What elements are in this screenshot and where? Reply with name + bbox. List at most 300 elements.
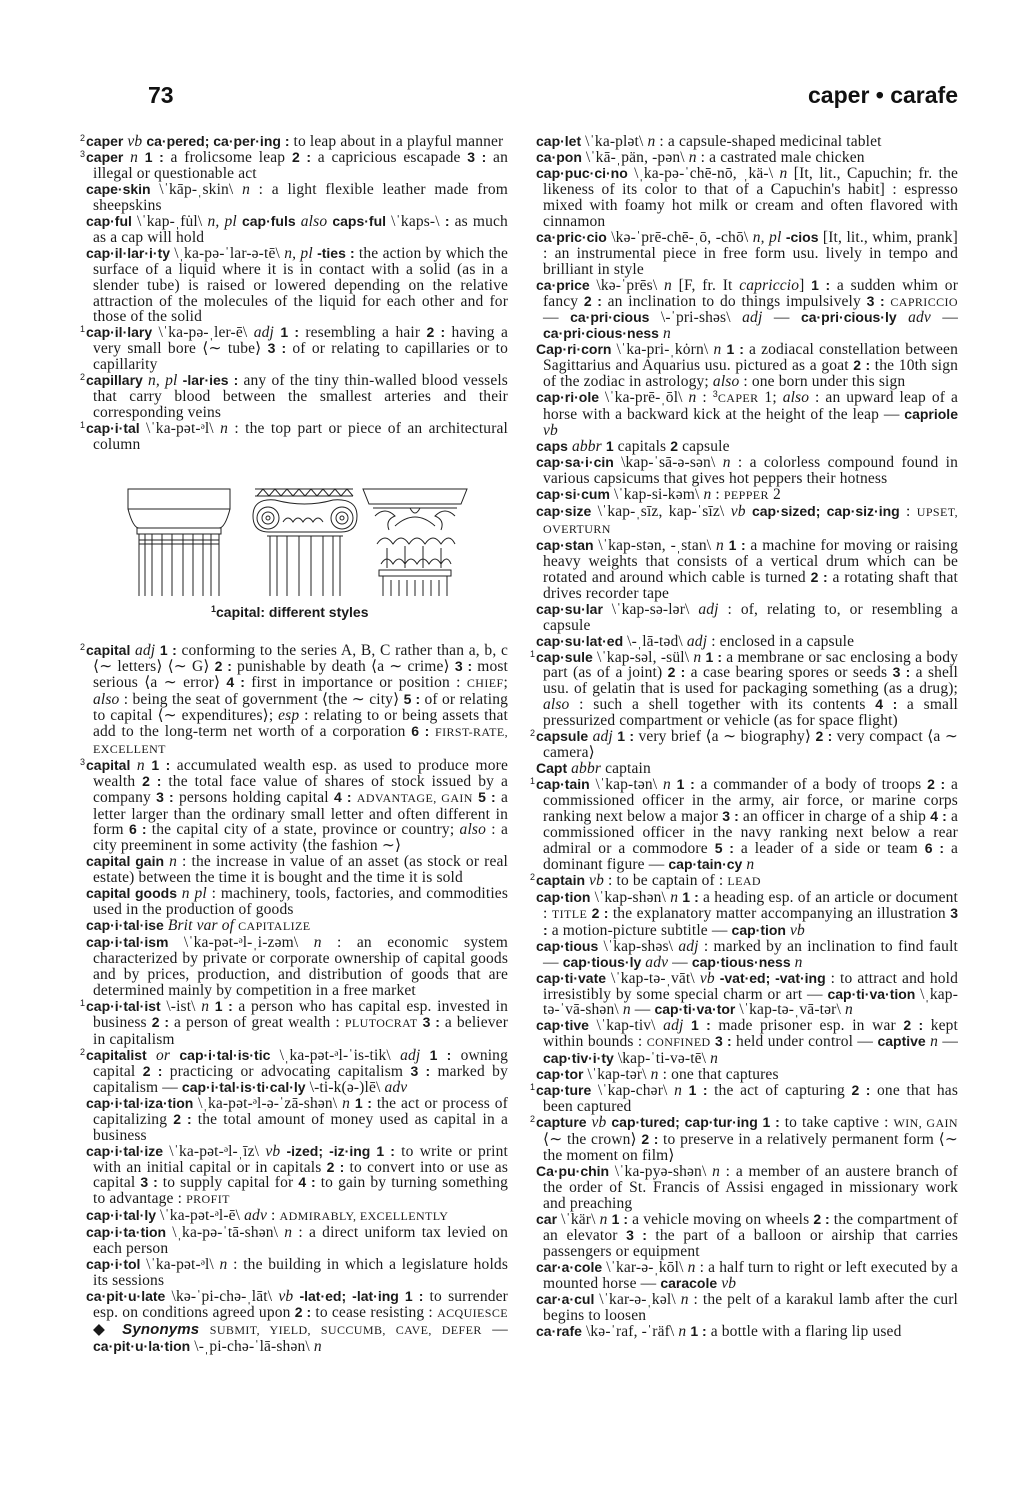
dictionary-entry bbox=[530, 278, 958, 343]
italic-label: vb bbox=[717, 1274, 737, 1292]
cross-reference: PLUTOCRAT bbox=[344, 1015, 418, 1030]
dictionary-entry bbox=[80, 1144, 508, 1209]
dictionary-entry bbox=[530, 166, 958, 230]
definition-text: : to be captain of : bbox=[603, 871, 728, 889]
italic-label: n bbox=[242, 180, 250, 198]
sense-number: 2 bbox=[670, 438, 679, 455]
definition-text: a person of great wealth : bbox=[169, 1013, 345, 1031]
headword: cap·i·tal·ize bbox=[86, 1142, 164, 1159]
definition-text: \kə-ˈpi-chə-ˌlāt\ bbox=[165, 1288, 279, 1306]
italic-label: capriccio bbox=[739, 276, 800, 294]
definition-text: an illegal or questionable act bbox=[93, 148, 508, 182]
dictionary-entry bbox=[80, 214, 508, 246]
sense-number: 2 : bbox=[583, 292, 602, 309]
italic-label: n bbox=[219, 1256, 228, 1274]
definition-text: to preserve in a relatively permanent form ⟨∼ the moment on film⟩ bbox=[543, 1131, 958, 1165]
sense-number: 1 : bbox=[676, 776, 695, 793]
italic-label: abbr bbox=[567, 438, 606, 456]
sense-number: 2 : bbox=[851, 1082, 871, 1099]
sense-number: 2 : bbox=[810, 568, 828, 585]
italic-label: also bbox=[543, 696, 570, 714]
definition-text: capitals bbox=[613, 438, 671, 456]
dictionary-entry bbox=[530, 1164, 958, 1212]
definition-text: the total face value of shares of stock issued by a company bbox=[93, 772, 509, 806]
cross-reference: UPSET, OVERTURN bbox=[543, 504, 958, 536]
definition-text: : machinery, tools, factories, and commodities used in the production of goods bbox=[93, 885, 509, 919]
italic-label: n bbox=[715, 536, 729, 554]
headword: cap·tain bbox=[536, 776, 590, 793]
italic-label: n pl bbox=[177, 885, 207, 903]
definition-text: \-ˌlā-təd\ bbox=[623, 632, 687, 650]
definition-text: : relating to or being assets that add to the long-term net worth of a corporation bbox=[93, 706, 508, 740]
definition-text: a capricious escapade bbox=[310, 148, 468, 166]
cross-reference: ADVANTAGE, GAIN bbox=[356, 790, 473, 805]
headword: cap·ri·ole bbox=[536, 389, 600, 406]
definition-text: first in importance or position : bbox=[244, 673, 467, 691]
headword: cap·i·tal·ise bbox=[86, 917, 164, 934]
italic-label: n, pl bbox=[207, 212, 242, 230]
dictionary-entry: 1cap·i·tal·ist \-ist\ n 1 : a person who has capital esp. invested in business 2 : a person of great wealth : PLUTOCRAT 3 : a believer in capitalism bbox=[80, 997, 509, 1048]
definition-text: \ˈkär\ bbox=[557, 1210, 600, 1228]
italic-label: adj bbox=[678, 937, 699, 955]
headword: ca·price bbox=[536, 276, 590, 293]
headword: cap·size bbox=[536, 502, 592, 519]
definition-text: : an upward leap of a horse with a backward kick at the height of the leap — bbox=[543, 389, 958, 424]
headword: Ca·pu·chin bbox=[536, 1163, 610, 1179]
italic-label: n bbox=[844, 1001, 853, 1019]
headword: cap·tious·ness bbox=[691, 953, 791, 970]
definition-text: \ˌka-pə-ˈlar-ə-tē\ bbox=[170, 244, 285, 262]
dictionary-entry bbox=[530, 150, 958, 166]
headword: cap·tured; cap·tur·ing bbox=[611, 1114, 763, 1131]
dictionary-entry: cap·ri·ole \ˈka-prē-ˌōl\ n : 3CAPER 1; also : an upward leap of a horse with a backward kick at the height of the leap — capriole vb bbox=[536, 389, 958, 440]
sense-number: 4 : bbox=[875, 696, 898, 713]
definition-text: accumulated wealth esp. as used to produce more wealth bbox=[93, 756, 508, 790]
definition-text: : a half turn to right or left executed by a mounted horse — bbox=[543, 1258, 958, 1292]
sense-number: 6 : bbox=[411, 722, 430, 739]
headword: capital bbox=[86, 756, 131, 773]
italic-label: n, pl bbox=[752, 228, 786, 246]
definition-text: the action by which the surface of a liquid where it is in contact with a solid (as in a slender tube) is raised or lowered depending on the relative attraction of the molecules of the liquid for each other and for those of the solid bbox=[93, 244, 508, 326]
italic-label: also bbox=[782, 389, 810, 407]
definition-text: the act of capturing bbox=[707, 1082, 852, 1100]
headword: ca·pri·cious bbox=[570, 309, 650, 326]
sense-number: 1 : bbox=[617, 728, 635, 745]
column-capitals-illustration bbox=[125, 486, 470, 601]
definition-text: \ˈka-pət-ᵊl-ˌīz\ bbox=[163, 1142, 266, 1160]
definition-text: any of the tiny thin-walled blood vessels that carry blood between the smallest arteries and their corresponding veins bbox=[93, 372, 508, 422]
definition-text: \ˈkap-si-kəm\ bbox=[609, 485, 704, 503]
definition-text: a believer in capitalism bbox=[93, 1013, 509, 1048]
sense-number: 3 : bbox=[410, 1062, 431, 1079]
definition-text: most serious ⟨a ∼ error⟩ bbox=[93, 657, 509, 691]
definition-text: \ˌka-pə-ˈtā-shən\ bbox=[166, 1224, 285, 1242]
italic-label: vb bbox=[123, 133, 147, 150]
definition-text: : the increase in value of an asset (as stock or real estate) between the time it is bought and the time it is sold bbox=[93, 853, 508, 887]
italic-label: n bbox=[313, 1337, 322, 1355]
headword: cap·tious·ly bbox=[562, 953, 642, 970]
headword: capillary bbox=[86, 372, 143, 389]
sense-number: 1 : bbox=[690, 1017, 711, 1034]
headword: Cap·ri·corn bbox=[536, 341, 612, 358]
italic-label: adj bbox=[253, 324, 281, 342]
headword: cap·il·lar·i·ty bbox=[86, 244, 171, 261]
definition-text: ⟨∼ the crown⟩ bbox=[543, 1131, 642, 1149]
definition-text: \ˌka-pət-ᵊl-ə-ˈzā-shən\ bbox=[193, 1094, 343, 1112]
headword: cap·puc·ci·no bbox=[536, 164, 628, 181]
headword: cap·ful bbox=[86, 212, 132, 229]
cross-reference: ADMIRABLY, EXCELLENTLY bbox=[279, 1209, 449, 1224]
definition-text: a zodiacal constellation between Sagittarius and Aquarius usu. pictured as a goat bbox=[543, 341, 958, 375]
definition-text: \ˈkā-ˌpän, -pən\ bbox=[581, 148, 689, 166]
italic-label: n bbox=[220, 420, 229, 438]
definition-text: a frolicsome leap bbox=[163, 148, 292, 166]
definition-text: : a light flexible leather made from sheepskins bbox=[93, 180, 508, 214]
definition-text: \ˈkap-ˌfu̇l\ bbox=[131, 212, 208, 230]
headword: caps·ful bbox=[332, 212, 387, 229]
italic-label: adj bbox=[663, 1017, 691, 1035]
sense-number: 1 : bbox=[726, 341, 744, 358]
headword: -ties : bbox=[317, 244, 355, 261]
dictionary-entry bbox=[80, 886, 508, 918]
definition-text: marked by capitalism — bbox=[93, 1062, 508, 1096]
sense-number: 2 : bbox=[151, 1013, 170, 1030]
cross-reference: ACQUIESCE bbox=[437, 1306, 508, 1321]
definition-text: \ˈkap-chər\ bbox=[591, 1082, 675, 1100]
definition-text: a rotating shaft that drives recorder tape bbox=[543, 568, 958, 602]
dictionary-entry bbox=[80, 246, 508, 326]
definition-text: one that has been captured bbox=[543, 1082, 959, 1116]
headword: -ized; -iz·ing bbox=[286, 1142, 377, 1159]
ionic-capital-drawing bbox=[253, 489, 357, 596]
dictionary-entry: 3caper n 1 : a frolicsome leap 2 : a capricious escapade 3 : an illegal or questionable act bbox=[80, 148, 508, 182]
definition-text: to surrender esp. on conditions agreed upon bbox=[93, 1288, 508, 1322]
sense-number: 1 : bbox=[144, 148, 164, 165]
italic-label: n bbox=[622, 1001, 631, 1019]
definition-text: : one that captures bbox=[658, 1066, 779, 1084]
italic-label: esp bbox=[278, 706, 300, 724]
italic-label: adv bbox=[244, 1207, 267, 1225]
dictionary-entry: 3capital n 1 : accumulated wealth esp. as used to produce more wealth 2 : the total face value of shares of stock issued by a company 3 : persons holding capital 4 : ADVANTAGE, GAIN 5 : a letter larger than the ordinary small letter and often different in form 6 : the capital city of a state, province or country; also : a city preeminent in some activity ⟨the fashion ∼⟩ bbox=[80, 756, 509, 855]
definition-text: \ˈkap-shəs\ bbox=[598, 937, 679, 955]
italic-label: n bbox=[710, 1050, 719, 1068]
dictionary-entry bbox=[80, 182, 508, 214]
headword: cap·i·tal·ism bbox=[86, 934, 169, 951]
italic-label: n bbox=[284, 1224, 293, 1242]
definition-text: the capital city of a state, province or country; bbox=[146, 821, 460, 839]
sense-number: 5 : bbox=[714, 839, 734, 856]
definition-text: \ˈka-pyə-shən\ bbox=[609, 1163, 713, 1180]
italic-label: vb bbox=[278, 1288, 300, 1306]
headword: cap·su·lat·ed bbox=[536, 632, 624, 649]
sense-number: 2 : bbox=[142, 772, 162, 789]
definition-text: the act or process of capitalizing bbox=[93, 1094, 508, 1128]
italic-label: vb bbox=[265, 1142, 287, 1160]
sense-number: 1 : bbox=[214, 997, 233, 1014]
italic-label: n bbox=[688, 148, 697, 166]
headword: cap·su·lar bbox=[536, 600, 603, 617]
definition-text: \kə-ˈprē-chē-ˌō, -chō\ bbox=[606, 228, 753, 246]
italic-label: n bbox=[722, 454, 731, 472]
cross-reference: SUBMIT, YIELD, SUCCUMB, CAVE, DEFER bbox=[209, 1323, 482, 1338]
definition-text: ◆ bbox=[93, 1321, 123, 1339]
sense-number: 1 : bbox=[762, 1114, 780, 1131]
italic-label: n bbox=[678, 1322, 691, 1340]
headword: captive bbox=[877, 1033, 926, 1050]
definition-text: \kə-ˈprēs\ bbox=[589, 276, 665, 294]
definition-text: punishable by death ⟨a ∼ crime⟩ bbox=[231, 657, 455, 675]
sense-number: 5 : bbox=[478, 788, 496, 805]
definition-text: \ˈkap-tiv\ bbox=[588, 1017, 664, 1035]
headword: capitalist bbox=[86, 1046, 147, 1063]
definition-text: \ˈkaps-\ bbox=[386, 212, 445, 230]
dictionary-entry: 2capsule adj 1 : very brief ⟨a ∼ biography⟩ 2 : very compact ⟨a ∼ camera⟩ bbox=[530, 728, 959, 762]
definition-text: \ˈkap-shən\ bbox=[590, 888, 671, 906]
italic-label: n bbox=[658, 325, 671, 343]
italic-label: n bbox=[925, 1033, 938, 1051]
definition-text: \ˈka-pri-ˌkȯrn\ bbox=[611, 341, 714, 359]
definition-text: : one born under this sign bbox=[739, 373, 906, 391]
headword: -lar·ies : bbox=[182, 372, 239, 389]
headword: ca·rafe bbox=[536, 1322, 582, 1339]
sense-number: 4 : bbox=[930, 808, 947, 825]
sense-number: 3 : bbox=[715, 1033, 732, 1050]
sense-number: 3 : bbox=[866, 292, 885, 309]
definition-text: \ˈka-pət-ᵊl\ bbox=[139, 420, 221, 438]
definition-text: a letter larger than the ordinary small letter and often different in form bbox=[93, 788, 508, 839]
italic-label: also bbox=[712, 373, 740, 391]
definition-text: a sudden whim or fancy bbox=[543, 276, 959, 310]
italic-label: n bbox=[790, 953, 803, 971]
italic-label: also bbox=[295, 212, 333, 230]
italic-label: n bbox=[742, 855, 755, 873]
italic-label: Brit var of bbox=[163, 917, 239, 935]
dictionary-entry bbox=[530, 1324, 958, 1340]
headword: cap·il·lary bbox=[86, 324, 153, 341]
dictionary-entry: 2captain vb : to be captain of : LEAD bbox=[530, 871, 761, 889]
definition-text: \ˌka-pə-ˈchē-nō, ˌkä-\ bbox=[627, 164, 780, 182]
sense-number: 1 bbox=[605, 438, 614, 455]
italic-label: vb bbox=[785, 921, 805, 939]
headword: -lat·ed; -lat·ing bbox=[299, 1288, 405, 1305]
cross-reference: CAPER bbox=[717, 391, 759, 406]
definition-text: a person who has capital esp. invested in business bbox=[93, 997, 508, 1031]
definition-text: : enclosed in a capsule bbox=[707, 632, 855, 650]
italic-label: n bbox=[130, 756, 152, 774]
dictionary-entry bbox=[530, 761, 958, 777]
sense-number: 1 : bbox=[611, 1210, 629, 1227]
headword: ca·pon bbox=[536, 148, 582, 165]
definition-text: practicing or advocating capitalism bbox=[162, 1062, 411, 1080]
italic-label: n bbox=[201, 997, 215, 1015]
headword: capital bbox=[86, 642, 131, 658]
headword: cap·i·tal bbox=[86, 420, 140, 437]
headword: ca·pit·u·la·tion bbox=[93, 1337, 191, 1354]
sense-number: 2 : bbox=[667, 664, 686, 681]
sense-number: 4 : bbox=[333, 788, 352, 805]
definition-text: to supply capital for bbox=[157, 1174, 299, 1192]
italic-label: n, pl bbox=[284, 244, 318, 262]
headword: caper bbox=[86, 133, 124, 149]
dictionary-entry bbox=[80, 1257, 508, 1289]
headword: -vat·ed; -vat·ing bbox=[719, 969, 826, 986]
sense-number: 1 : bbox=[705, 648, 723, 665]
sense-number: 5 : bbox=[403, 690, 421, 707]
headword: cap·sized; cap·siz·ing bbox=[751, 502, 900, 519]
definition-text: : bbox=[899, 502, 917, 520]
italic-label: n bbox=[688, 389, 697, 407]
dictionary-entry: 1cap·sule \ˈkap-səl, -sül\ n 1 : a membrane or sac enclosing a body part (as of a joint) 2 : a case bearing spores or seeds 3 : a shell usu. of gelatin that is used for packaging something (as a drug); also : such a shell together with its contents 4 : a small pressurized compartment or vehicle (as for space flight) bbox=[530, 648, 959, 730]
guide-words: caper • carafe bbox=[808, 82, 958, 108]
italic-label: also bbox=[93, 690, 120, 708]
definition-text: — bbox=[937, 1033, 958, 1051]
italic-label: or bbox=[146, 1046, 180, 1064]
definition-text: ] bbox=[799, 276, 812, 294]
sense-number: 3 : bbox=[422, 1013, 440, 1030]
italic-label: adj bbox=[400, 1046, 430, 1064]
dictionary-entry bbox=[530, 538, 958, 602]
definition-text: persons holding capital bbox=[173, 788, 334, 806]
definition-text: \ˈka-plət\ bbox=[581, 133, 648, 150]
headword: cap·sule bbox=[536, 648, 593, 665]
italic-label: n bbox=[599, 1210, 612, 1228]
sense-number: 2 : bbox=[214, 657, 232, 674]
sense-number: 1 : bbox=[688, 1082, 708, 1099]
definition-text: : being the seat of government ⟨the ∼ city⟩ bbox=[119, 690, 404, 708]
cross-reference: CONFINED bbox=[646, 1035, 711, 1050]
headword: ca·pric·cio bbox=[536, 228, 607, 245]
italic-label: n bbox=[670, 888, 683, 906]
definition-text: owning capital bbox=[93, 1046, 508, 1080]
definition-text: : a capsule-shaped medicinal tablet bbox=[655, 133, 882, 150]
sense-number: 2 : bbox=[641, 1131, 659, 1148]
definition-text: — bbox=[762, 309, 801, 327]
definition-text: \ˈkap-ˌsīz, kap-ˈsīz\ bbox=[591, 502, 731, 520]
definition-text: — bbox=[930, 309, 958, 327]
definition-text: conforming to the series A, B, C rather than a, b, c ⟨∼ letters⟩ ⟨∼ G⟩ bbox=[93, 642, 509, 675]
italic-label: n bbox=[674, 1082, 689, 1100]
right-column bbox=[530, 134, 958, 1339]
sense-number: 2 : bbox=[903, 1017, 924, 1034]
headword: ca·pit·u·late bbox=[86, 1288, 166, 1305]
headword: -cios bbox=[785, 228, 819, 245]
left-column-bottom bbox=[80, 643, 508, 1355]
sense-number: 3 : bbox=[543, 904, 958, 938]
headword: car bbox=[536, 1210, 558, 1227]
definition-text: : an economic system characterized by private or corporate ownership of capital goods and by prices, production, and distribution of goods that are determined mainly by competition in a free market bbox=[93, 934, 508, 1000]
definition-text: \kə-ˈraf, -ˈräf\ bbox=[581, 1322, 679, 1340]
definition-text: \kap-ˈsā-ə-sən\ bbox=[613, 454, 723, 472]
sense-number: 3 : bbox=[454, 657, 473, 674]
sense-number: 3 : bbox=[156, 788, 174, 805]
headword: capture bbox=[536, 1114, 587, 1131]
dictionary-entry: 1cap·i·tal \ˈka-pət-ᵊl\ n : the top part or piece of an architectural column bbox=[80, 420, 509, 454]
dictionary-entry bbox=[80, 1208, 508, 1225]
sense-number: 1 : bbox=[404, 1288, 424, 1305]
cross-reference: CAPITALIZE bbox=[238, 919, 311, 934]
sense-number: 2 : bbox=[142, 1062, 163, 1079]
definition-text: : bbox=[267, 1207, 280, 1225]
headword: cap·i·ta·tion bbox=[86, 1224, 167, 1241]
definition-text: the 10th sign of the zodiac in astrology; bbox=[543, 357, 958, 391]
dictionary-entry bbox=[530, 439, 958, 455]
definition-text: a case bearing spores or seeds bbox=[685, 664, 893, 682]
figure-caption: 1capital: different styles bbox=[211, 604, 369, 620]
definition-text: as much as a cap will hold bbox=[93, 212, 508, 246]
headword: caps bbox=[536, 438, 568, 455]
italic-label: n bbox=[164, 853, 177, 871]
definition-text: [It, lit., whim, prank] : an instrumental piece in free form usu. lively in tempo and brilliant in style bbox=[543, 228, 958, 278]
dictionary-entry bbox=[530, 1260, 958, 1292]
definition-text bbox=[199, 1321, 210, 1338]
cross-reference: LEAD bbox=[727, 873, 761, 888]
definition-text: the compartment of an elevator bbox=[543, 1210, 958, 1244]
definition-text: \ˈkar-ə-ˌkōl\ bbox=[602, 1258, 688, 1276]
definition-text: a shell usu. of gelatin that is used for packaging something (as a drug); bbox=[543, 664, 958, 698]
sense-number: 2 : bbox=[813, 1210, 830, 1227]
definition-text: \ˈkap-stən, -ˌstan\ bbox=[593, 536, 716, 554]
headword: caper bbox=[86, 148, 124, 165]
definition-text: a bottle with a flaring lip used bbox=[706, 1322, 902, 1340]
dictionary-entry bbox=[530, 1018, 958, 1067]
dictionary-entry bbox=[530, 971, 958, 1019]
headword: cap·ti·va·tor bbox=[654, 1001, 736, 1018]
italic-label: adj bbox=[742, 309, 763, 327]
sense-number: 1 : bbox=[429, 1046, 452, 1063]
definition-text: made prisoner esp. in war bbox=[710, 1017, 904, 1035]
definition-text: — bbox=[630, 1001, 655, 1019]
italic-label: n bbox=[662, 776, 677, 794]
italic-label: vb bbox=[699, 969, 720, 987]
headword: cap·ti·va·tion bbox=[827, 985, 916, 1002]
definition-text: \-ti-k(ə-)lē\ bbox=[305, 1078, 385, 1096]
italic-label: n bbox=[687, 1258, 696, 1276]
italic-label: adj bbox=[686, 632, 708, 650]
definition-text: to leap about in a playful manner bbox=[289, 133, 504, 150]
cross-reference: PROFIT bbox=[186, 1192, 230, 1207]
cross-reference: WIN, GAIN bbox=[893, 1116, 958, 1131]
sense-number: 2 : bbox=[426, 324, 446, 341]
definition-text: \ˈkap-tən\ bbox=[589, 776, 663, 794]
italic-label: vb bbox=[543, 422, 558, 440]
definition-text: ; bbox=[503, 673, 508, 691]
definition-text: having a very small bore ⟨∼ tube⟩ bbox=[93, 324, 508, 358]
definition-text: 2 bbox=[768, 485, 781, 503]
sense-number: 1 : bbox=[376, 1142, 395, 1159]
headword: cap·i·tal·ist bbox=[86, 997, 161, 1014]
dictionary-entry bbox=[80, 1096, 508, 1144]
definition-text: a commissioned officer in the navy ranking next below a rear admiral or a commodore bbox=[543, 808, 958, 857]
definition-text: : the top part or piece of an architectural column bbox=[93, 420, 509, 454]
dictionary-entry: 1cap·tain \ˈkap-tən\ n 1 : a commander of a body of troops 2 : a commissioned officer in the army, air force, or marine corps ranking next below a major 3 : an officer in charge of a ship 4 : a commissioned officer in the navy ranking next below a rear admiral or a commodore 5 : a leader of a side or team 6 : a dominant figure — cap·tain·cy n bbox=[530, 776, 958, 873]
synonyms-label: Synonyms bbox=[122, 1321, 200, 1339]
headword: cap·tious bbox=[536, 937, 599, 954]
definition-text: : marked by an inclination to find fault — bbox=[543, 937, 958, 971]
headword: capriole bbox=[904, 406, 958, 423]
italic-label: vb bbox=[586, 1114, 612, 1132]
definition-text: \ˈka-pət-ᵊl\ bbox=[140, 1256, 220, 1274]
headword: ca·pri·cious·ly bbox=[800, 309, 897, 326]
sense-number: : bbox=[444, 212, 450, 229]
sense-number: 1 : bbox=[811, 276, 831, 293]
sense-number: 2 : bbox=[591, 904, 609, 921]
headword: cap·tion bbox=[731, 921, 786, 938]
definition-text: kept within bounds : bbox=[543, 1017, 958, 1051]
italic-label: adj bbox=[588, 728, 618, 746]
definition-text: capsule bbox=[678, 438, 730, 456]
headword: cap·ti·vate bbox=[536, 969, 607, 986]
caption-text: capital: different styles bbox=[216, 604, 369, 620]
